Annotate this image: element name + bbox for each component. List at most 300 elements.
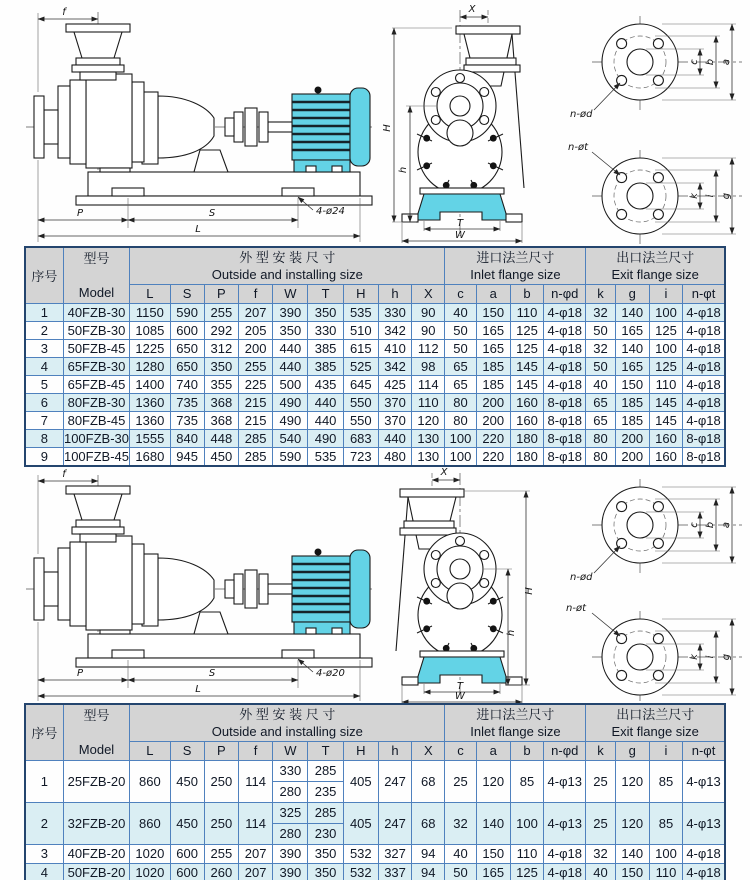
table-row xyxy=(25,358,725,376)
dim-label-t: T xyxy=(456,681,464,692)
value-cell: 165 xyxy=(476,864,510,880)
value-cell: 200 xyxy=(476,394,510,412)
value-cell: 165 xyxy=(476,322,510,340)
value-cell: 85 xyxy=(649,803,682,845)
col-header: i xyxy=(649,742,682,761)
value-cell: 110 xyxy=(510,304,543,322)
model-cell: 50FZB-20 xyxy=(63,864,129,880)
value-cell: 130 xyxy=(412,430,445,448)
col-header: L xyxy=(130,742,170,761)
inlet-header-cn: 进口法兰尺寸 xyxy=(476,707,555,722)
value-cell: 1280 xyxy=(130,358,170,376)
value-cell: 120 xyxy=(615,761,649,803)
group-header-exit xyxy=(586,704,725,742)
pump-dimensions-table-1 xyxy=(24,246,726,467)
value-cell: 8-φ18 xyxy=(544,412,586,430)
value-cell: 4-φ18 xyxy=(544,358,586,376)
dim-label-s: S xyxy=(208,208,216,219)
value-cell: 1225 xyxy=(130,340,170,358)
row-index-cell: 4 xyxy=(25,358,63,376)
value-cell: 150 xyxy=(476,845,510,864)
side-view-drawing xyxy=(26,469,372,701)
value-cell: 4-φ13 xyxy=(544,761,586,803)
value-cell: 40 xyxy=(586,864,615,880)
value-cell: 448 xyxy=(204,430,238,448)
value-cell: 590 xyxy=(273,448,308,467)
table-row xyxy=(25,803,725,845)
table-1-body xyxy=(25,304,725,467)
value-cell: 600 xyxy=(170,845,204,864)
value-cell: 385 xyxy=(308,358,343,376)
value-cell: 260 xyxy=(204,864,238,880)
value-cell: 4-φ18 xyxy=(683,304,725,322)
value-cell: 185 xyxy=(476,376,510,394)
value-cell: 350 xyxy=(273,322,308,340)
value-cell: 740 xyxy=(170,376,204,394)
col-header: f xyxy=(238,742,272,761)
table-row xyxy=(25,376,725,394)
value-cell: 80 xyxy=(445,394,476,412)
value-cell: 327 xyxy=(378,845,411,864)
value-cell: 8-φ18 xyxy=(683,448,725,467)
value-cell: 4-φ18 xyxy=(544,340,586,358)
value-subcell: 280 xyxy=(279,826,302,841)
value-cell: 125 xyxy=(510,864,543,880)
value-cell: 1085 xyxy=(130,322,170,340)
value-cell: 370 xyxy=(378,394,411,412)
value-cell: 215 xyxy=(238,412,272,430)
value-cell: 65 xyxy=(586,394,615,412)
value-cell: 100 xyxy=(445,448,476,467)
value-cell: 4-φ18 xyxy=(683,864,725,880)
value-cell: 50 xyxy=(445,864,476,880)
col-header: h xyxy=(378,742,411,761)
value-cell: 590 xyxy=(170,304,204,322)
value-cell: 1555 xyxy=(130,430,170,448)
col-header: n-φt xyxy=(683,285,725,304)
drawing-set-2 xyxy=(0,467,750,703)
dim-label-g: g xyxy=(721,192,732,200)
value-cell: 735 xyxy=(170,394,204,412)
table-2-body xyxy=(25,761,725,880)
value-cell: 1360 xyxy=(130,394,170,412)
value-cell: 368 xyxy=(204,412,238,430)
row-index-cell: 7 xyxy=(25,412,63,430)
value-cell xyxy=(308,803,343,845)
value-cell: 94 xyxy=(412,845,445,864)
dim-label-c: c xyxy=(689,522,700,528)
col-header: b xyxy=(510,285,543,304)
value-cell: 4-φ13 xyxy=(683,803,725,845)
value-cell: 207 xyxy=(238,304,272,322)
value-cell: 80 xyxy=(445,412,476,430)
value-cell: 4-φ18 xyxy=(683,376,725,394)
value-cell: 510 xyxy=(343,322,378,340)
value-cell: 723 xyxy=(343,448,378,467)
col-header: b xyxy=(510,742,543,761)
value-cell: 180 xyxy=(510,448,543,467)
dim-label-b: b xyxy=(705,58,716,66)
value-subcell: 235 xyxy=(314,784,337,799)
bolt-count-exit-label: n-øt xyxy=(568,142,588,153)
value-cell: 4-φ18 xyxy=(544,304,586,322)
value-cell: 285 xyxy=(238,448,272,467)
dim-label-l: L xyxy=(195,684,201,695)
value-cell: 735 xyxy=(170,412,204,430)
value-cell: 160 xyxy=(510,394,543,412)
value-cell: 535 xyxy=(343,304,378,322)
value-subcell: 280 xyxy=(279,784,302,799)
flange-views-drawing xyxy=(566,479,742,701)
value-cell: 125 xyxy=(649,322,682,340)
value-cell: 535 xyxy=(308,448,343,467)
row-index-cell: 3 xyxy=(25,340,63,358)
value-cell: 140 xyxy=(615,845,649,864)
row-index-cell: 8 xyxy=(25,430,63,448)
dim-label-k: k xyxy=(689,654,700,660)
value-cell: 40 xyxy=(445,845,476,864)
dim-label-k: k xyxy=(689,193,700,199)
value-cell: 1020 xyxy=(130,845,170,864)
row-index-cell: 2 xyxy=(25,322,63,340)
value-cell: 945 xyxy=(170,448,204,467)
value-cell: 440 xyxy=(273,340,308,358)
dim-label-c: c xyxy=(689,59,700,65)
value-cell: 500 xyxy=(273,376,308,394)
col-header: c xyxy=(445,285,476,304)
dim-label-h: h xyxy=(398,166,409,174)
value-cell: 550 xyxy=(343,412,378,430)
drawing-set-1 xyxy=(0,0,750,246)
flange-views-drawing xyxy=(568,16,742,244)
value-cell: 860 xyxy=(130,803,170,845)
col-header: c xyxy=(445,742,476,761)
dim-label-w: W xyxy=(455,691,465,702)
value-cell: 650 xyxy=(170,358,204,376)
value-cell: 130 xyxy=(412,448,445,467)
table-row xyxy=(25,448,725,467)
value-cell: 180 xyxy=(510,430,543,448)
col-header: n-φd xyxy=(544,285,586,304)
value-cell: 390 xyxy=(273,304,308,322)
value-cell: 615 xyxy=(343,340,378,358)
value-cell: 207 xyxy=(238,864,272,880)
value-cell: 450 xyxy=(170,761,204,803)
group-header-outside xyxy=(130,247,445,285)
col-header: H xyxy=(343,742,378,761)
value-cell: 4-φ18 xyxy=(683,358,725,376)
value-cell: 490 xyxy=(273,412,308,430)
value-cell: 65 xyxy=(445,376,476,394)
model-cell: 32FZB-20 xyxy=(63,803,129,845)
value-cell: 50 xyxy=(445,322,476,340)
value-cell: 140 xyxy=(615,340,649,358)
value-subcell: 285 xyxy=(308,761,342,782)
value-cell: 540 xyxy=(273,430,308,448)
col-header: W xyxy=(273,742,308,761)
value-cell: 145 xyxy=(649,412,682,430)
value-cell: 337 xyxy=(378,864,411,880)
value-cell: 8-φ18 xyxy=(544,394,586,412)
dim-label-a: a xyxy=(721,58,732,66)
value-cell: 185 xyxy=(615,412,649,430)
value-cell: 4-φ18 xyxy=(683,845,725,864)
value-cell: 490 xyxy=(273,394,308,412)
value-cell: 40 xyxy=(445,304,476,322)
value-cell: 330 xyxy=(378,304,411,322)
table-row xyxy=(25,304,725,322)
value-cell: 32 xyxy=(445,803,476,845)
value-cell: 390 xyxy=(273,864,308,880)
dim-label-f: f xyxy=(62,7,66,18)
value-cell: 405 xyxy=(343,761,378,803)
value-cell: 90 xyxy=(412,304,445,322)
value-cell xyxy=(273,761,308,803)
value-cell: 480 xyxy=(378,448,411,467)
group-header-inlet xyxy=(445,704,586,742)
outside-header-cn: 外 型 安 装 尺 寸 xyxy=(239,250,336,265)
col-header: i xyxy=(649,285,682,304)
exit-header-en: Exit flange size xyxy=(611,267,699,282)
value-cell: 342 xyxy=(378,358,411,376)
dim-label-x: X xyxy=(440,467,448,478)
value-cell: 450 xyxy=(204,448,238,467)
model-cell: 80FZB-45 xyxy=(63,412,129,430)
value-cell: 600 xyxy=(170,864,204,880)
value-cell: 205 xyxy=(238,322,272,340)
value-cell: 200 xyxy=(238,340,272,358)
value-cell: 390 xyxy=(273,845,308,864)
value-cell: 94 xyxy=(412,864,445,880)
col-header: P xyxy=(204,742,238,761)
value-cell: 255 xyxy=(238,358,272,376)
dim-label-i: i xyxy=(705,194,716,198)
table-row xyxy=(25,340,725,358)
table-row xyxy=(25,761,725,803)
value-cell xyxy=(273,803,308,845)
value-cell: 410 xyxy=(378,340,411,358)
row-index-cell: 9 xyxy=(25,448,63,467)
value-cell: 160 xyxy=(510,412,543,430)
value-cell: 250 xyxy=(204,803,238,845)
value-cell: 4-φ18 xyxy=(544,322,586,340)
value-cell: 110 xyxy=(649,864,682,880)
value-cell: 145 xyxy=(510,376,543,394)
col-header: T xyxy=(308,285,343,304)
value-cell: 112 xyxy=(412,340,445,358)
model-cell: 100FZB-30 xyxy=(63,431,130,446)
value-cell: 220 xyxy=(476,448,510,467)
inlet-header-en: Inlet flange size xyxy=(470,724,561,739)
value-cell: 80 xyxy=(586,448,615,467)
value-cell: 120 xyxy=(412,412,445,430)
value-cell: 165 xyxy=(615,358,649,376)
exit-header-cn: 出口法兰尺寸 xyxy=(616,707,695,722)
value-cell: 125 xyxy=(510,322,543,340)
model-header-cn: 型号 xyxy=(83,250,110,266)
value-cell: 165 xyxy=(615,322,649,340)
value-cell: 165 xyxy=(476,340,510,358)
value-cell: 150 xyxy=(615,864,649,880)
value-cell: 1150 xyxy=(130,304,170,322)
value-cell: 425 xyxy=(378,376,411,394)
value-cell: 200 xyxy=(615,448,649,467)
value-cell: 25 xyxy=(445,761,476,803)
value-cell: 98 xyxy=(412,358,445,376)
value-subcell: 230 xyxy=(314,826,337,841)
group-header-exit xyxy=(586,247,725,285)
value-cell: 85 xyxy=(649,761,682,803)
table-row xyxy=(25,430,725,448)
value-cell: 50 xyxy=(586,358,615,376)
value-cell: 4-φ13 xyxy=(544,803,586,845)
value-cell: 68 xyxy=(412,803,445,845)
value-cell: 255 xyxy=(204,845,238,864)
col-header: P xyxy=(204,285,238,304)
value-cell: 1680 xyxy=(130,448,170,467)
row-index-cell: 1 xyxy=(25,304,63,322)
value-cell: 645 xyxy=(343,376,378,394)
value-cell: 840 xyxy=(170,430,204,448)
value-cell: 40 xyxy=(586,376,615,394)
value-cell: 405 xyxy=(343,803,378,845)
col-header: L xyxy=(130,285,170,304)
group-header-outside xyxy=(130,704,445,742)
value-cell: 440 xyxy=(308,412,343,430)
model-header-en: Model xyxy=(78,284,115,300)
col-header: g xyxy=(615,742,649,761)
value-cell: 683 xyxy=(343,430,378,448)
col-header: X xyxy=(412,285,445,304)
col-header: H xyxy=(343,285,378,304)
value-cell: 114 xyxy=(238,761,272,803)
dim-label-t: T xyxy=(456,218,464,229)
value-cell: 220 xyxy=(476,430,510,448)
value-cell: 140 xyxy=(615,304,649,322)
col-header: g xyxy=(615,285,649,304)
model-cell: 65FZB-45 xyxy=(63,376,129,394)
value-cell: 1360 xyxy=(130,412,170,430)
dim-label-i: i xyxy=(705,655,716,659)
value-cell: 550 xyxy=(343,394,378,412)
model-cell: 50FZB-30 xyxy=(63,322,129,340)
inlet-header-cn: 进口法兰尺寸 xyxy=(476,250,555,265)
model-header-cn: 型号 xyxy=(83,707,110,723)
value-cell: 4-φ18 xyxy=(544,845,586,864)
row-index-cell: 3 xyxy=(25,845,63,864)
value-cell: 114 xyxy=(412,376,445,394)
pump-dimensions-table-2 xyxy=(24,703,726,880)
value-cell: 120 xyxy=(615,803,649,845)
value-cell: 440 xyxy=(273,358,308,376)
value-cell: 1020 xyxy=(130,864,170,880)
value-cell: 368 xyxy=(204,394,238,412)
value-cell: 4-φ18 xyxy=(683,322,725,340)
value-cell: 350 xyxy=(308,864,343,880)
value-cell: 200 xyxy=(476,412,510,430)
dim-label-H: H xyxy=(524,587,535,595)
value-cell: 160 xyxy=(649,448,682,467)
front-view-drawing xyxy=(382,4,524,243)
col-header: W xyxy=(273,285,308,304)
value-subcell: 325 xyxy=(273,803,307,824)
value-cell: 65 xyxy=(586,412,615,430)
value-cell: 525 xyxy=(343,358,378,376)
row-index-cell: 1 xyxy=(25,761,63,803)
col-header: a xyxy=(476,285,510,304)
value-cell: 80 xyxy=(586,430,615,448)
value-cell: 215 xyxy=(238,394,272,412)
group-header-inlet xyxy=(445,247,586,285)
value-cell: 435 xyxy=(308,376,343,394)
bolt-note-label: 4-ø20 xyxy=(316,668,345,679)
model-cell: 80FZB-30 xyxy=(63,394,129,412)
value-cell: 4-φ18 xyxy=(544,864,586,880)
value-cell: 330 xyxy=(308,322,343,340)
outside-header-cn: 外 型 安 装 尺 寸 xyxy=(239,707,336,722)
table-row xyxy=(25,845,725,864)
outside-header-en: Outside and installing size xyxy=(211,724,363,739)
dim-label-H: H xyxy=(382,124,393,132)
col-header: n-φd xyxy=(544,742,586,761)
col-header: X xyxy=(412,742,445,761)
col-header: S xyxy=(170,742,204,761)
value-cell: 342 xyxy=(378,322,411,340)
model-cell: 25FZB-20 xyxy=(63,761,129,803)
value-cell: 255 xyxy=(204,304,238,322)
table-row xyxy=(25,322,725,340)
value-cell: 4-φ18 xyxy=(544,376,586,394)
value-cell: 4-φ18 xyxy=(683,340,725,358)
model-cell: 40FZB-20 xyxy=(63,845,129,864)
value-cell: 650 xyxy=(170,340,204,358)
dim-label-h: h xyxy=(506,629,517,637)
bolt-note-label: 4-ø24 xyxy=(316,206,345,217)
value-cell: 125 xyxy=(510,340,543,358)
value-cell: 4-φ18 xyxy=(683,394,725,412)
col-header: k xyxy=(586,742,615,761)
value-cell: 114 xyxy=(238,803,272,845)
value-cell: 8-φ18 xyxy=(683,430,725,448)
table-row xyxy=(25,394,725,412)
bolt-count-exit-label: n-øt xyxy=(566,603,586,614)
value-cell: 65 xyxy=(445,358,476,376)
value-cell: 440 xyxy=(308,394,343,412)
value-cell: 1400 xyxy=(130,376,170,394)
value-cell: 100 xyxy=(649,340,682,358)
value-cell: 160 xyxy=(649,430,682,448)
col-header-index: 序号 xyxy=(25,704,63,761)
value-subcell: 285 xyxy=(308,803,342,824)
value-cell: 355 xyxy=(204,376,238,394)
value-cell: 370 xyxy=(378,412,411,430)
value-cell: 207 xyxy=(238,845,272,864)
value-cell: 247 xyxy=(378,803,411,845)
value-cell: 4-φ13 xyxy=(683,761,725,803)
value-cell: 125 xyxy=(649,358,682,376)
value-cell: 185 xyxy=(476,358,510,376)
value-cell: 185 xyxy=(615,394,649,412)
bolt-count-inlet-label: n-ød xyxy=(570,109,593,120)
row-index-cell: 5 xyxy=(25,376,63,394)
value-cell: 50 xyxy=(586,322,615,340)
value-subcell: 330 xyxy=(273,761,307,782)
outside-header-en: Outside and installing size xyxy=(211,267,363,282)
value-cell: 860 xyxy=(130,761,170,803)
value-cell: 100 xyxy=(445,430,476,448)
value-cell: 250 xyxy=(204,761,238,803)
row-index-cell: 6 xyxy=(25,394,63,412)
